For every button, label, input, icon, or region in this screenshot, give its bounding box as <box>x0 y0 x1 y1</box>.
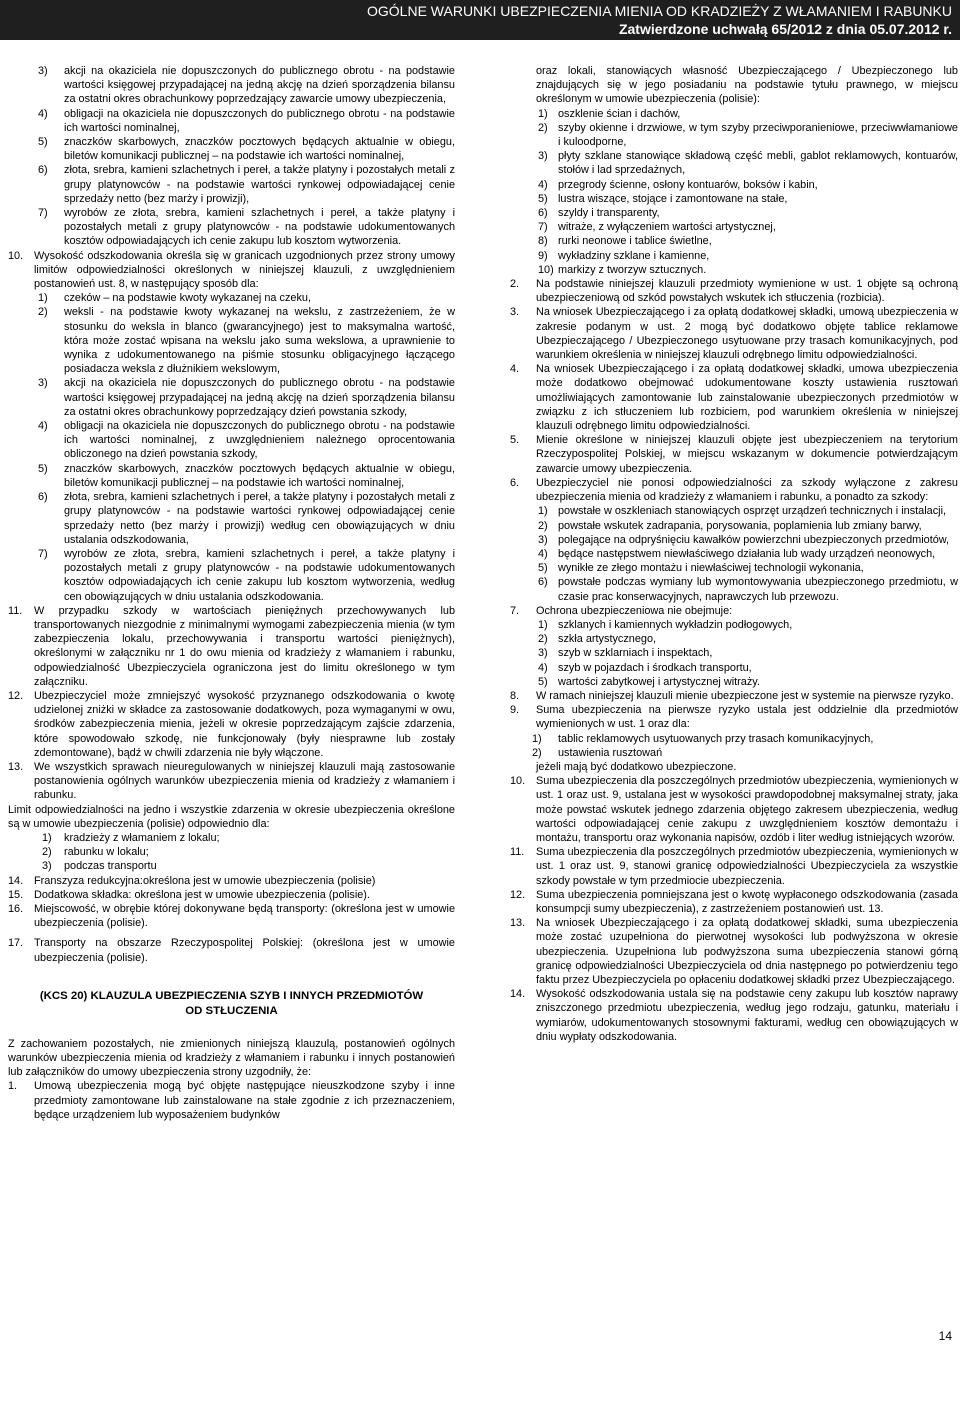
list-item-text: polegające na odpryśnięciu kawałków powierzchni ubezpieczonych przedmiotów, <box>558 533 950 546</box>
list-item <box>502 632 958 646</box>
list-item-text: akcji na okaziciela nie dopuszczonych do publicznego obrotu - na podstawie wartości księgowej przypadającej na jedną akcję na dzień sporządzenia bilansu za ostatni okres obrachunkowy poprzedzający dzień powstania szkody, <box>64 377 455 418</box>
list-item-number: 5) <box>538 562 548 575</box>
list-item-text: lustra wiszące, stojące i zamontowane na stałe, <box>558 192 788 205</box>
right-column <box>502 64 958 1044</box>
clause-intro: Z zachowaniem pozostałych, nie zmienionych niniejszą klauzulą, postanowień ogólnych warunków ubezpieczenia mienia od kradzieży z włamaniem i rabunku i innych postanowień lub załączników do umowy ubezpieczenia strony uzgodniły, że: <box>8 1037 455 1079</box>
list-values-b <box>8 291 455 603</box>
list-item-number: 1) <box>538 107 548 120</box>
list-item-text: szyb w szklarniach i inspektach, <box>558 647 713 660</box>
list-item-text: obligacji na okaziciela nie dopuszczonych do publicznego obrotu - na podstawie ich wartości nominalnej, <box>64 107 455 134</box>
list-item-number: 6) <box>38 164 48 177</box>
list-item <box>8 305 455 376</box>
list-item-text: wynikłe ze złego montażu i niewłaściwej technologii wykonania, <box>558 562 864 575</box>
list-item-text: znaczków skarbowych, znaczków pocztowych będących aktualnie w obiegu, biletów komunikacji publicznej – na podstawie ich wartości nominalnej, <box>64 136 455 163</box>
list-item <box>8 845 455 859</box>
list-item-text: wartości zabytkowej i artystycznej witraży. <box>558 675 760 688</box>
list-item <box>502 234 958 248</box>
clause-point-2: 2. Na podstawie niniejszej klauzuli przedmioty wymienione w ust. 1 objęte są ochroną ubezpieczeniową od szkód powstałych wskutek ich stłuczenia (rozbicia). <box>510 278 958 305</box>
header-subtitle: Zatwierdzone uchwałą 65/2012 z dnia 05.07.2012 r. <box>618 21 952 37</box>
list-item-number: 7) <box>38 547 48 560</box>
list-item <box>502 618 958 632</box>
list-item-number: 8) <box>538 235 548 248</box>
list-item-text: obligacji na okaziciela nie dopuszczonych do publicznego obrotu - na podstawie ich wartości nominalnej, z uwzględnieniem należnego oprocentowania obliczonego na dzień powstania szkody, <box>64 420 455 461</box>
list-item-number: 1) <box>538 618 548 631</box>
clause-point-8: 8. W ramach niniejszej klauzuli mienie ubezpieczone jest w systemie na pierwsze ryzyko. <box>510 689 954 702</box>
list-item-number: 4) <box>538 178 548 191</box>
list-item <box>502 107 958 121</box>
list-item-text: rabunku w lokalu; <box>64 846 149 859</box>
list-item <box>502 661 958 675</box>
list-item <box>502 263 958 277</box>
list-item-text: kradzieży z włamaniem z lokalu; <box>64 831 220 844</box>
list-item-text: akcji na okaziciela nie dopuszczonych do publicznego obrotu - na podstawie wartości księgowej przypadającej na jedną akcję na dzień sporządzenia bilansu za ostatni okres obrachunkowy poprzedzający zawarcie umowy ubezpieczenia, <box>64 65 455 106</box>
list-item <box>502 732 958 746</box>
clause-title: (KCS 20) KLAUZULA UBEZPIECZENIA SZYB I INNYCH PRZEDMIOTÓW <box>39 989 424 1002</box>
list-item <box>502 533 958 547</box>
clause-point-3: 3. Na wniosek Ubezpieczającego i za opłatą dodatkowej składki, umową ubezpieczenia w zakresie podanym w ust. 2 mogą być dodatkowo objęte tablice reklamowe Ubezpieczającego / Ubezpieczonego usytuowane przy trasach komunikacyjnych, pod warunkiem określenia w niniejszej klauzuli odrębnego limitu odpowiedzialności. <box>510 306 958 362</box>
list-item <box>8 135 455 163</box>
list-item-text: ustawienia rusztowań <box>558 746 663 759</box>
list-item-number: 7) <box>38 207 48 220</box>
paragraph-12: 12. Ubezpieczyciel może zmniejszyć wysokość przyznanego odszkodowania o kwotę udzielonej zniżki w składce za zastosowanie dodatkowych, poza wymaganymi w owu, środków zabezpieczenia mienia, jeżeli w okresie poprzedzającym zajście zdarzenia, które spowodowało szkodę, nie funkcjonowały (były niesprawne lub zostały zdemontowane), bądź w chwili zdarzenia nie były włączone. <box>8 689 455 759</box>
list-item-number: 3) <box>38 65 48 77</box>
list-item-number: 2) <box>42 846 52 859</box>
clause-point-4: 4. Na wniosek Ubezpieczającego i za opłatą dodatkowej składki, umowa ubezpieczenia może dodatkowo obejmować udokumentowane koszty ustawienia rusztowań umożliwiających zamontowanie lub zainstalowanie ubezpieczonych przedmiotów w związku z ich stłuczeniem lub rozbiciem, pod warunkiem określenia w niniejszej klauzuli odrębnego limitu odpowiedzialności. <box>510 363 958 433</box>
list-item-number: 2) <box>38 306 48 319</box>
list-item-number: 4) <box>38 107 48 120</box>
list-item-text: oszklenie ścian i dachów, <box>558 107 681 120</box>
paragraph-16: 16. Miejscowość, w obrębie której dokonywane będą transporty: (określona jest w umowie ubezpieczenia (polisie). <box>8 902 455 930</box>
clause-point-1-continued: oraz lokali, stanowiących własność Ubezpieczającego / Ubezpieczonego lub znajdujących się w jego posiadaniu na podstawie tytułu prawnego, w miejscu określonym w umowie ubezpieczenia (polisie): <box>536 65 958 106</box>
list-item <box>502 220 958 234</box>
list-item-text: płyty szklane stanowiące składową część mebli, gablot reklamowych, kontuarów, stołów i lad sprzedażnych, <box>558 150 958 177</box>
list-item-text: czeków – na podstawie kwoty wykazanej na czeku, <box>64 292 311 305</box>
list-item <box>502 178 958 192</box>
list-item-number: 1) <box>42 831 52 844</box>
clause-point-14: 14. Wysokość odszkodowania ustala się na podstawie ceny zakupu lub kosztów naprawy zniszczonego przedmiotu ubezpieczenia, według jego rodzaju, gatunku, materiału i wymiarów, udokumentowanych stosownymi fakturami, według cen obowiązujących w dniu wypłaty odszkodowania. <box>510 988 958 1043</box>
list-item <box>502 121 958 149</box>
list-item-number: 10) <box>538 263 554 276</box>
list-item-text: złota, srebra, kamieni szlachetnych i pereł, a także platyny i pozostałych metali z grupy platynowców - na podstawie wartości rynkowej odpowiadającej cenie sprzedaży netto (bez marży i prowizji), <box>64 164 455 205</box>
limit-paragraph: Limit odpowiedzialności na jedno i wszystkie zdarzenia w okresie ubezpieczenia określone są w umowie ubezpieczenia (polisie) odpowiednio dla: <box>8 803 455 830</box>
clause-point-13: 13. Na wniosek Ubezpieczającego i za opłatą dodatkowej składki, suma ubezpieczenia może zostać uzupełniona do pierwotnej wysokości lub podwyższona w okresie ubezpieczenia. Uzupełniona lub podwyższona suma ubezpieczenia stanowi górną granicę odpowiedzialności Ubezpieczyciela od dnia następnego po potwierdzeniu tego faktu przez Ubezpieczyciela po opłaceniu dodatkowej składki przez Ubezpieczającego. <box>510 917 958 986</box>
list-not-covered <box>502 618 958 689</box>
list-item-text: tablic reklamowych usytuowanych przy trasach komunikacyjnych, <box>558 732 874 745</box>
list-item-text: powstałe w oszkleniach stanowiących osprzęt urządzeń technicznych i instalacji, <box>558 505 947 518</box>
list-item-number: 1) <box>38 292 48 305</box>
list-item-text: wykładziny szklane i kamienne, <box>558 249 710 262</box>
list-item <box>502 675 958 689</box>
list-item <box>502 646 958 660</box>
list-item <box>8 206 455 249</box>
list-item <box>8 490 455 547</box>
list-item-text: markizy z tworzyw sztucznych. <box>558 263 707 276</box>
list-item <box>8 291 455 305</box>
list-item-number: 3) <box>42 860 52 873</box>
list-item-number: 9) <box>538 249 548 262</box>
list-item-text: szklanych i kamiennych wykładzin podłogowych, <box>558 618 793 631</box>
paragraph-15: 15. Dodatkowa składka: określona jest w umowie ubezpieczenia (polisie). <box>8 888 370 901</box>
list-item <box>8 859 455 873</box>
list-item <box>8 419 455 462</box>
clause-point-10: 10. Suma ubezpieczenia dla poszczególnych przedmiotów ubezpieczenia, wymienionych w ust. 1 oraz ust. 9, ustalana jest w wysokości prawdopodobnej maksymalnej straty, jaka może powstać wskutek jednego zdarzenia objętego zakresem ubezpieczenia, według wartości odpowiadającej cenie zakupu z uwzględnieniem kosztów demontażu i montażu, transportu oraz wykonania napisów, ozdób i liter według istniejących wzorów. <box>510 775 958 844</box>
list-item <box>8 64 455 107</box>
list-item-text: rurki neonowe i tablice świetlne, <box>558 235 712 248</box>
page-number: 14 <box>938 1329 952 1343</box>
list-exclusions <box>502 504 958 603</box>
list-item-number: 3) <box>538 647 548 660</box>
list-item <box>8 831 455 845</box>
list-item-number: 7) <box>538 221 548 234</box>
list-item-number: 2) <box>532 746 542 759</box>
clause-point-5: 5. Mienie określone w niniejszej klauzuli objęte jest ubezpieczeniem na terytorium Rzeczypospolitej Polskiej, w miejscu wskazanym w dokumencie potwierdzającym zawarcie umowy ubezpieczenia. <box>510 434 958 475</box>
list-item <box>502 746 958 760</box>
list-item-text: powstałe podczas wymiany lub wymontowywania ubezpieczonego przedmiotu, w czasie prac konserwacyjnych, naprawczych lub przewozu. <box>558 576 958 603</box>
list-item-text: szyby okienne i drzwiowe, w tym szyby przeciwporanieniowe, przeciwwłamaniowe i kuloodporne, <box>558 121 958 149</box>
list-item <box>502 249 958 263</box>
list-item-text: szyb w pojazdach i środkach transportu, <box>558 661 752 674</box>
list-item <box>502 561 958 575</box>
list-item-text: witraże, z wyłączeniem wartości artystycznej, <box>558 221 776 234</box>
list-item <box>502 149 958 177</box>
clause-title-line2: OD STŁUCZENIA <box>185 1004 278 1017</box>
list-item-text: weksli - na podstawie kwoty wykazanej na wekslu, z zastrzeżeniem, że w stosunku do weksla in blanco (gwarancyjnego) jest to maksymalna wartość, która może zostać wpisana na wekslu jako suma wekslowa, a uprawnienie to wynika z udokumentowanego na piśmie stosunku obligacyjnego łączącego posiadacza weksla z dłużnikiem wekslowym, <box>64 306 455 376</box>
clause-point-12: 12. Suma ubezpieczenia pomniejszana jest o kwotę wypłaconego odszkodowania (zasada konsumpcji sumy ubezpieczenia), z zastrzeżeniem postanowień ust. 13. <box>510 888 958 915</box>
paragraph-11: 11. W przypadku szkody w wartościach pieniężnych przechowywanych lub transportowanych niezgodnie z minimalnymi wymogami zabezpieczenia mienia (w tym zabezpieczenia lokalu, przechowywania i transportu wartości pieniężnych), określonymi w załączniku nr 1 do owu mienia od kradzieży z włamaniem i rabunku, odpowiedzialność Ubezpieczyciela ograniczona jest do limitu określonego w tym załączniku. <box>8 604 455 688</box>
list-sum-items <box>502 732 958 760</box>
list-item-text: powstałe wskutek zadrapania, porysowania, poplamienia lub zmiany barwy, <box>558 519 922 532</box>
list-item-number: 2) <box>538 519 548 532</box>
list-item-number: 3) <box>38 377 48 390</box>
paragraph-14: 14. Franszyza redukcyjna:określona jest w umowie ubezpieczenia (polisie) <box>8 874 376 887</box>
clause-point-9: 9. Suma ubezpieczenia na pierwsze ryzyko ustala jest oddzielnie dla przedmiotów wymienionych w ust. 1 oraz dla: <box>510 704 958 731</box>
list-item-number: 3) <box>538 533 548 546</box>
list-item <box>502 547 958 561</box>
list-item <box>502 504 958 518</box>
list-item-number: 1) <box>532 732 542 745</box>
list-item <box>502 192 958 206</box>
list-item-number: 4) <box>538 547 548 560</box>
list-item-text: znaczków skarbowych, znaczków pocztowych będących aktualnie w obiegu, biletów komunikacji publicznej – na podstawie ich wartości nominalnej, <box>64 462 455 489</box>
list-item-text: złota, srebra, kamieni szlachetnych i pereł, a także platyny i pozostałych metali z grupy platynowców - na podstawie wartości rynkowej odpowiadającej cenie sprzedaży netto (bez marży i prowizji) według cen obowiązujących w dniu ustalania odszkodowania, <box>64 491 455 546</box>
list-item-number: 1) <box>538 505 548 518</box>
list-item-text: wyrobów ze złota, srebra, kamieni szlachetnych i pereł, a także platyny i pozostałych metali z grupy platynowców - na podstawie udokumentowanych kosztów odpowiadających ich cenie zakupu lub kosztom wytworzenia. <box>64 207 455 248</box>
paragraph-10: 10. Wysokość odszkodowania określa się w granicach uzgodnionych przez strony umowy limitów odpowiedzialności określonych w niniejszej klauzuli, z uwzględnieniem postanowień ust. 8, w następujący sposób dla: <box>8 249 455 291</box>
list-item-number: 2) <box>538 121 548 134</box>
list-item-number: 2) <box>538 633 548 646</box>
header-title: OGÓLNE WARUNKI UBEZPIECZENIA MIENIA OD KRADZIEŻY Z WŁAMANIEM I RABUNKU <box>367 3 952 19</box>
clause-point-7: 7. Ochrona ubezpieczeniowa nie obejmuje: <box>510 604 733 617</box>
clause-point-6: 6. Ubezpieczyciel nie ponosi odpowiedzialności za szkody wyłączone z zakresu ubezpieczenia mienia od kradzieży z włamaniem i rabunku, a ponadto za szkody: <box>510 476 958 504</box>
list-item <box>8 107 455 135</box>
paragraph-17: 17. Transporty na obszarze Rzeczypospolitej Polskiej: (określona jest w umowie ubezpieczenia (polisie). <box>8 937 455 964</box>
list-item-number: 3) <box>538 150 548 163</box>
clause-point-9-tail: jeżeli mają być dodatkowo ubezpieczone. <box>536 760 737 773</box>
list-item-number: 5) <box>38 462 48 475</box>
list-item-number: 6) <box>38 491 48 504</box>
list-insured-items <box>502 107 958 277</box>
list-item-number: 5) <box>538 192 548 205</box>
list-item-text: będące następstwem niewłaściwego działania lub wady urządzeń neonowych, <box>558 547 936 560</box>
list-item-number: 4) <box>38 420 48 433</box>
list-item-number: 6) <box>538 576 548 589</box>
list-item-number: 5) <box>538 675 548 688</box>
paragraph-13: 13. We wszystkich sprawach nieuregulowanych w niniejszej klauzuli mają zastosowanie postanowienia ogólnych warunków ubezpieczenia mienia od kradzieży z włamaniem i rabunku. <box>8 760 455 802</box>
document-header <box>0 0 960 40</box>
clause-point-11: 11. Suma ubezpieczenia dla poszczególnych przedmiotów ubezpieczenia, wymienionych w ust. 1 oraz ust. 9, stanowi granicę odpowiedzialności Ubezpieczyciela za wszystkie szkody powstałe w tym przedmiocie ubezpieczenia. <box>510 846 958 887</box>
list-item-number: 5) <box>38 136 48 149</box>
list-item-text: przegrody ścienne, osłony kontuarów, boksów i kabin, <box>558 178 818 191</box>
list-item <box>502 206 958 220</box>
list-item <box>8 462 455 490</box>
list-limits <box>8 831 455 874</box>
list-item-number: 4) <box>538 661 548 674</box>
clause-point-1: 1. Umową ubezpieczenia mogą być objęte następujące nieuszkodzone szyby i inne przedmioty zamontowane lub zainstalowane na stałe zgodnie z ich przeznaczeniem, będące urządzeniem lub wyposażeniem budynków <box>8 1080 455 1121</box>
list-item <box>8 547 455 604</box>
list-item <box>8 163 455 206</box>
left-column <box>8 64 455 1122</box>
list-item-text: szyldy i transparenty, <box>558 207 660 220</box>
list-item-text: szkła artystycznego, <box>558 633 657 646</box>
list-item <box>502 575 958 603</box>
list-item-text: wyrobów ze złota, srebra, kamieni szlachetnych i pereł, a także platyny i pozostałych metali z grupy platynowców - na podstawie udokumentowanych kosztów odpowiadających ich cenie zakupu lub kosztom wytworzenia, według cen obowiązujących w dniu ustalania odszkodowania. <box>64 547 455 603</box>
list-item <box>502 519 958 533</box>
list-values-a <box>8 64 455 249</box>
list-item-text: podczas transportu <box>64 860 157 873</box>
list-item <box>8 376 455 419</box>
list-item-number: 6) <box>538 207 548 220</box>
